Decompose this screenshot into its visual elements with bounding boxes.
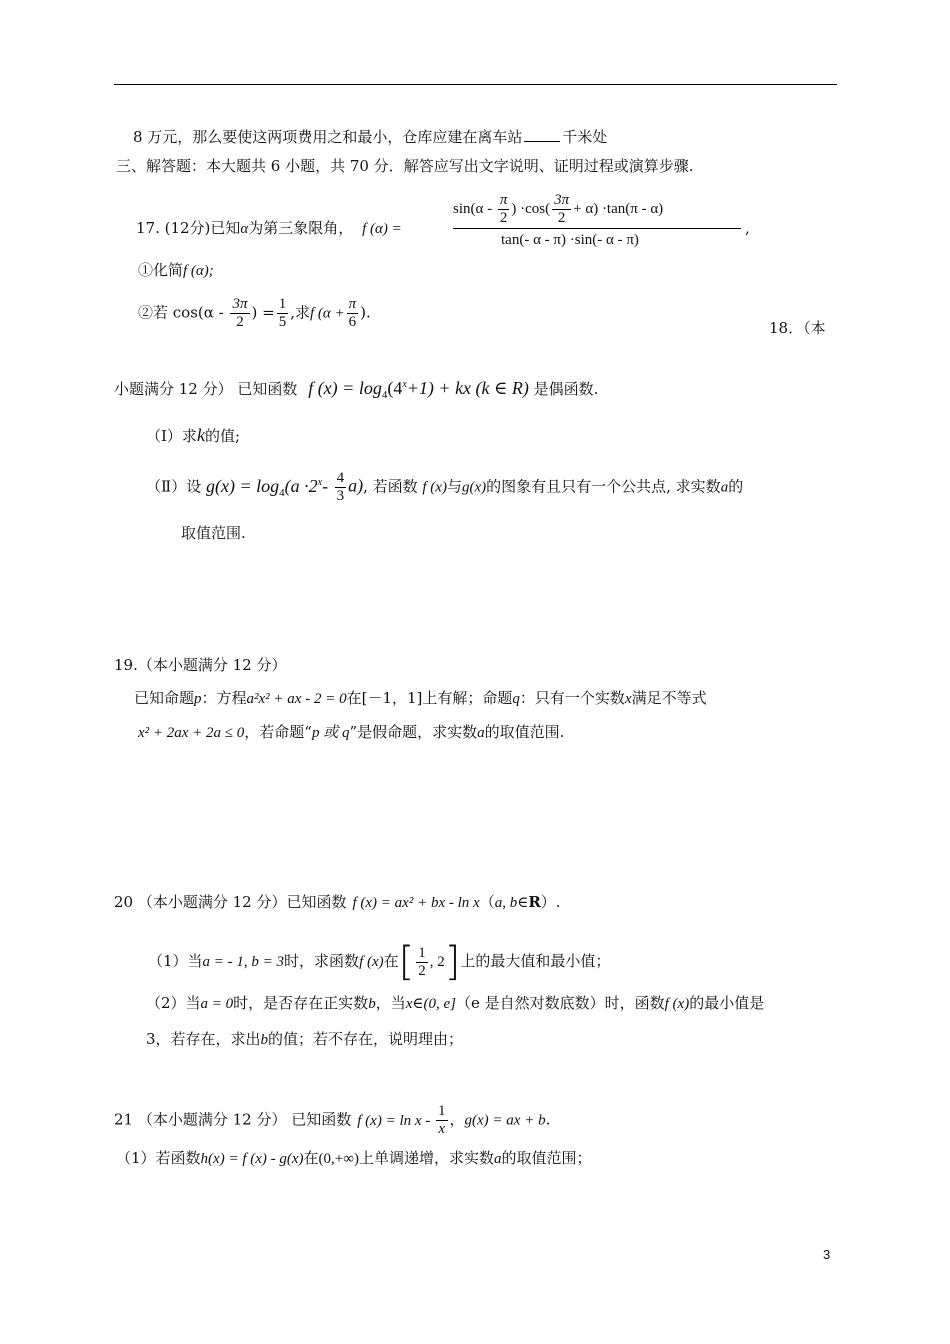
q17-numerator: sin(α - $\frac{\pi}{2}$ ) ·cos( $\frac{3\pi}{2}$ + α) ·tan(π - α) bbox=[453, 192, 664, 226]
q18-part2: （Ⅱ）设 $g(x) = \log_4(a \cdot 2^x-$ $\frac{4}{3}$ a), 若函数 f (x)与g(x)的图象有且只有一个公共点, 求实数a的 bbox=[146, 470, 744, 504]
q20-part1: （1）当a = - 1, b = 3时，求函数f (x)在[ $\frac{1}{2}$ , 2]上的最大值和最小值； bbox=[148, 939, 611, 985]
q21-stem: 21 （本小题满分 12 分） 已知函数 f (x) = ln x - $\frac{1}{x}$ ，g(x) = ax + b. bbox=[114, 1103, 551, 1137]
q17-denominator: tan(- α - π) ·sin(- α - π) bbox=[501, 232, 639, 248]
q17-f-lhs: f (α) = bbox=[362, 221, 402, 237]
q18-part2-cont: 取值范围. bbox=[181, 524, 246, 542]
q17-stem: 17. (12分)已知α为第三象限角， f (α) = bbox=[136, 219, 402, 237]
q17-cond: 为第三象限角， bbox=[248, 219, 354, 237]
page-number: 3 bbox=[823, 1247, 831, 1262]
q19-line2: x² + 2ax + 2a ≤ 0，若命题“p 或 q”是假命题，求实数a的取值范围. bbox=[138, 723, 565, 741]
q19-line1: 已知命题p：方程a²x² + ax - 2 = 0在[－1，1]上有解；命题q：只有一个实数x满足不等式 bbox=[134, 689, 707, 707]
q18-header: 18．（本 bbox=[769, 319, 826, 337]
q20-part2-cont: 3，若存在，求出b的值；若不存在，说明理由； bbox=[146, 1030, 464, 1048]
q21-part1: （1）若函数h(x) = f (x) - g(x)在(0,+∞)上单调递增，求实数a的取值范围； bbox=[116, 1149, 592, 1167]
q17-label: 17. (12分)已知 bbox=[136, 219, 241, 237]
q20-stem: 20 （本小题满分 12 分）已知函数 f (x) = ax² + bx - ln x（a, b∈R）. bbox=[114, 893, 561, 911]
left-bracket-icon: [ bbox=[398, 939, 415, 985]
q17-part1: ①化简f (α); bbox=[138, 261, 214, 279]
answer-blank bbox=[524, 127, 560, 142]
q16-text: 8 万元，那么要使这两项费用之和最小，仓库应建在离车站 bbox=[133, 128, 523, 146]
q17-fraction bbox=[453, 186, 745, 258]
q17-part2: ②若 cos(α - $\frac{3\pi}{2}$ ) = $\frac{1}{5}$ ,求f (α + $\frac{\pi}{6}$ ). bbox=[138, 296, 371, 330]
q18-stem: 小题满分 12 分） 已知函数 f $(x) = \log_4(4^x+1)$ + kx (k ∈ R) 是偶函数. bbox=[114, 378, 599, 401]
right-bracket-icon: ] bbox=[444, 939, 461, 985]
q19-header: 19.（本小题满分 12 分） bbox=[114, 656, 287, 674]
q16-tail bbox=[133, 127, 607, 147]
section-heading: 三、解答题：本大题共 6 小题，共 70 分．解答应写出文字说明、证明过程或演算步骤. bbox=[116, 157, 694, 175]
q17-comma: , bbox=[745, 219, 750, 237]
q20-part2: （2）当a = 0时，是否存在正实数b，当x∈(0, e]（e 是自然对数底数）时，函数f (x)的最小值是 bbox=[146, 994, 765, 1012]
q16-text-after: 千米处 bbox=[562, 128, 608, 146]
header-rule bbox=[114, 84, 837, 85]
q17-fraction-bar bbox=[453, 228, 741, 229]
q18-part1: （Ⅰ）求k的值; bbox=[146, 425, 240, 445]
